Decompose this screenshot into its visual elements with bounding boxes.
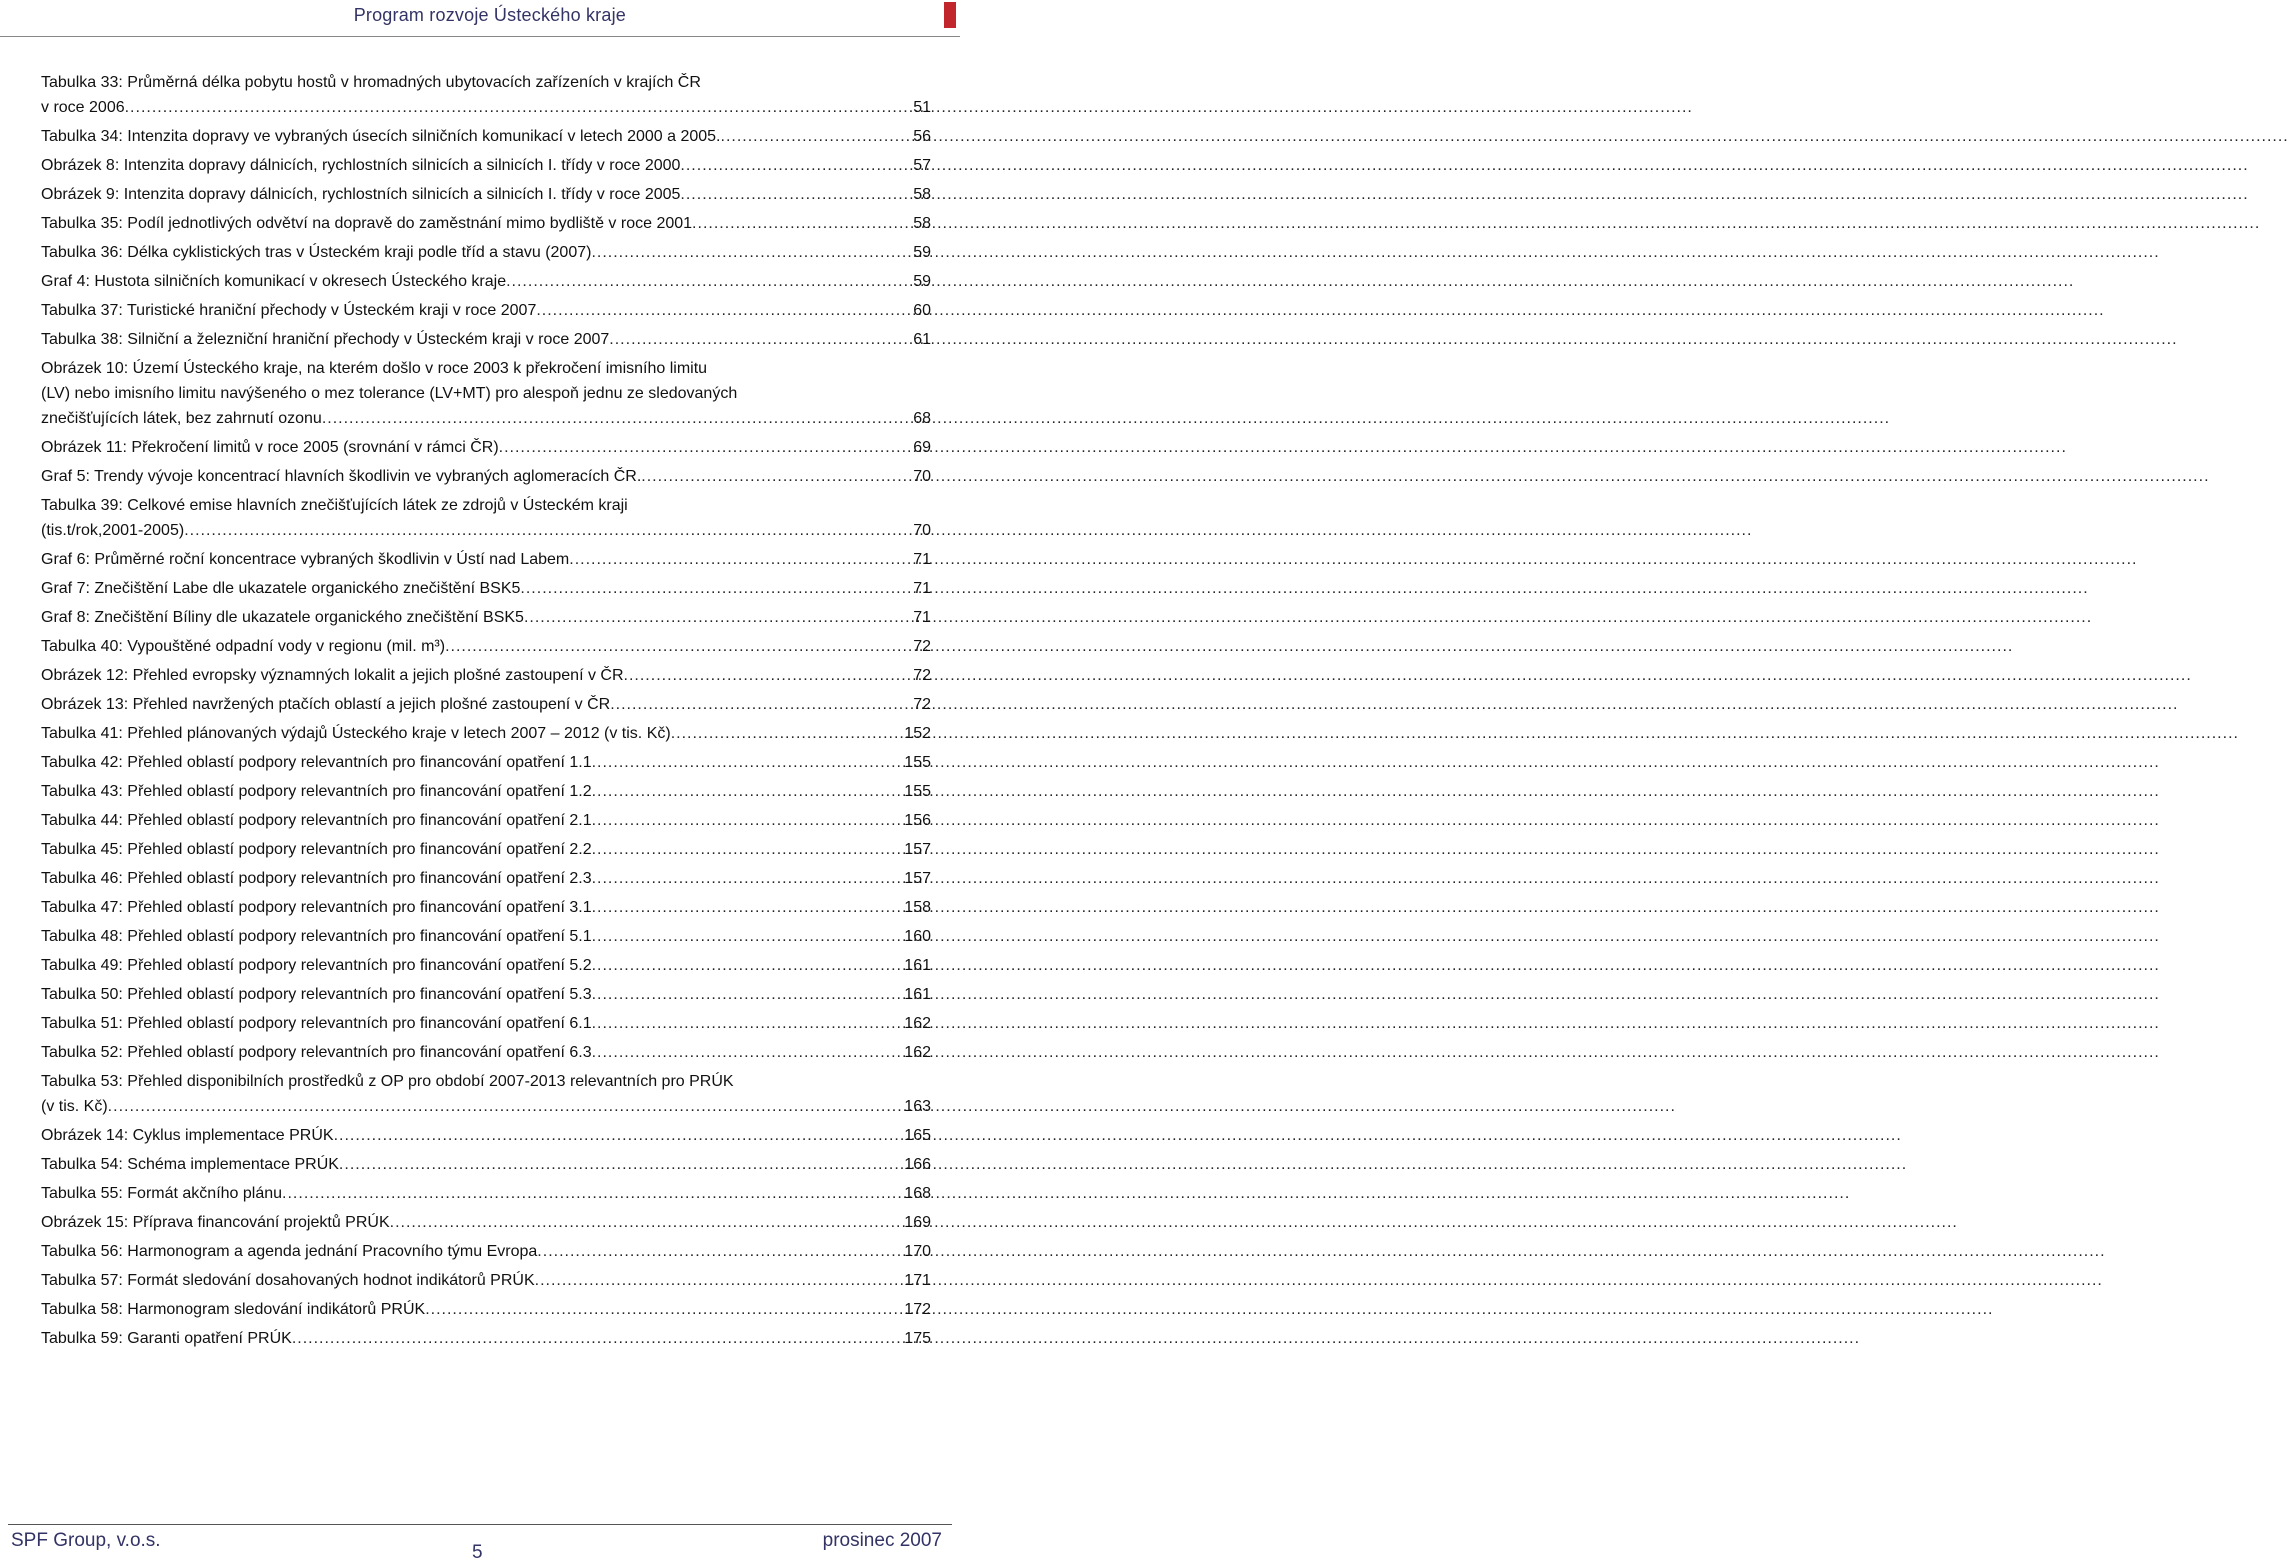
toc-entry[interactable] bbox=[41, 634, 931, 659]
toc-entry-page: 157 bbox=[904, 841, 931, 858]
toc-entry[interactable] bbox=[41, 1011, 931, 1036]
table-of-contents bbox=[41, 70, 931, 1355]
toc-entry[interactable] bbox=[41, 1326, 931, 1351]
toc-leader-dots bbox=[592, 837, 903, 862]
toc-entry-text: Tabulka 38: Silniční a železniční hraniční přechody v Ústeckém kraji v roce 2007 bbox=[41, 331, 610, 348]
toc-entry-text: Tabulka 59: Garanti opatření PRÚK bbox=[41, 1330, 292, 1347]
toc-entry[interactable] bbox=[41, 435, 931, 460]
toc-leader-dots bbox=[108, 1094, 903, 1119]
toc-entry-text: Tabulka 53: Přehled disponibilních prostředků z OP pro období 2007-2013 relevantních pro PRÚK bbox=[41, 1073, 734, 1090]
toc-entry[interactable] bbox=[41, 356, 931, 431]
toc-entry-text: Tabulka 42: Přehled oblastí podpory relevantních pro financování opatření 1.1 bbox=[41, 754, 592, 771]
toc-leader-dots bbox=[592, 895, 903, 920]
toc-entry[interactable] bbox=[41, 70, 931, 120]
toc-entry-text: znečišťujících látek, bez zahrnutí ozonu bbox=[41, 410, 322, 427]
toc-leader-dots bbox=[520, 576, 911, 601]
toc-entry-page: 71 bbox=[913, 580, 931, 597]
toc-entry[interactable] bbox=[41, 1239, 931, 1264]
toc-entry[interactable] bbox=[41, 1210, 931, 1235]
toc-entry-text: Obrázek 13: Přehled navržených ptačích oblastí a jejich plošné zastoupení v ČR bbox=[41, 696, 611, 713]
header-divider bbox=[0, 36, 960, 37]
toc-entry-text: Graf 6: Průměrné roční koncentrace vybraných škodlivin v Ústí nad Labem bbox=[41, 551, 570, 568]
toc-entry-text: Obrázek 11: Překročení limitů v roce 2005 (srovnání v rámci ČR) bbox=[41, 439, 499, 456]
toc-entry-page: 158 bbox=[904, 899, 931, 916]
toc-entry-text: Graf 8: Znečištění Bíliny dle ukazatele organického znečištění BSK5 bbox=[41, 609, 524, 626]
toc-entry-page: 58 bbox=[913, 186, 931, 203]
toc-entry-page: 172 bbox=[904, 1301, 931, 1318]
toc-entry-page: 162 bbox=[904, 1044, 931, 1061]
toc-entry[interactable] bbox=[41, 866, 931, 891]
toc-entry-page: 71 bbox=[913, 551, 931, 568]
toc-entry[interactable] bbox=[41, 464, 931, 489]
toc-entry-text: Tabulka 41: Přehled plánovaných výdajů Ústeckého kraje v letech 2007 – 2012 (v tis. Kč) bbox=[41, 725, 671, 742]
toc-leader-dots bbox=[425, 1297, 902, 1322]
toc-entry[interactable] bbox=[41, 211, 931, 236]
toc-entry-text: Tabulka 37: Turistické hraniční přechody v Ústeckém kraji v roce 2007 bbox=[41, 302, 537, 319]
toc-entry-page: 157 bbox=[904, 870, 931, 887]
toc-entry[interactable] bbox=[41, 1152, 931, 1177]
toc-leader-dots bbox=[721, 124, 912, 149]
toc-leader-dots bbox=[536, 298, 911, 323]
toc-entry-text: Tabulka 58: Harmonogram sledování indikátorů PRÚK bbox=[41, 1301, 426, 1318]
toc-entry-page: 161 bbox=[904, 986, 931, 1003]
toc-entry-page: 155 bbox=[904, 754, 931, 771]
toc-entry[interactable] bbox=[41, 298, 931, 323]
toc-leader-dots bbox=[184, 518, 911, 543]
toc-entry-text: Tabulka 44: Přehled oblastí podpory relevantních pro financování opatření 2.1 bbox=[41, 812, 592, 829]
toc-entry-text: Tabulka 55: Formát akčního plánu bbox=[41, 1185, 283, 1202]
toc-entry-text: Tabulka 56: Harmonogram a agenda jednání Pracovního týmu Evropa bbox=[41, 1243, 538, 1260]
toc-entry[interactable] bbox=[41, 269, 931, 294]
toc-leader-dots bbox=[592, 808, 903, 833]
toc-entry-text: Obrázek 15: Příprava financování projektů PRÚK bbox=[41, 1214, 390, 1231]
toc-entry-text: Tabulka 40: Vypouštěné odpadní vody v regionu (mil. m³) bbox=[41, 638, 446, 655]
toc-leader-dots bbox=[334, 1123, 903, 1148]
toc-entry-page: 60 bbox=[913, 302, 931, 319]
toc-entry-text: (tis.t/rok,2001-2005) bbox=[41, 522, 185, 539]
toc-entry-page: 155 bbox=[904, 783, 931, 800]
toc-entry-text: Tabulka 33: Průměrná délka pobytu hostů v hromadných ubytovacích zařízeních v krajích ČR bbox=[41, 74, 701, 91]
toc-entry-text: Tabulka 43: Přehled oblastí podpory relevantních pro financování opatření 1.2 bbox=[41, 783, 592, 800]
toc-leader-dots bbox=[671, 721, 903, 746]
toc-leader-dots bbox=[592, 750, 903, 775]
toc-entry-text: Obrázek 10: Území Ústeckého kraje, na kterém došlo v roce 2003 k překročení imisního limitu bbox=[41, 360, 708, 377]
toc-entry-text: Tabulka 39: Celkové emise hlavních znečišťujících látek ze zdrojů v Ústeckém kraji bbox=[41, 497, 628, 514]
toc-entry-page: 57 bbox=[913, 157, 931, 174]
toc-leader-dots bbox=[535, 1268, 903, 1293]
toc-entry-text: Tabulka 46: Přehled oblastí podpory relevantních pro financování opatření 2.3 bbox=[41, 870, 592, 887]
toc-entry[interactable] bbox=[41, 924, 931, 949]
toc-entry-page: 56 bbox=[913, 128, 931, 145]
toc-entry-text: Obrázek 9: Intenzita dopravy dálnicích, rychlostních silnicích a silnicích I. třídy v roce 2005 bbox=[41, 186, 681, 203]
toc-entry-text: Tabulka 47: Přehled oblastí podpory relevantních pro financování opatření 3.1 bbox=[41, 899, 592, 916]
toc-leader-dots bbox=[524, 605, 911, 630]
toc-entry[interactable] bbox=[41, 1181, 931, 1206]
toc-entry-page: 72 bbox=[913, 638, 931, 655]
toc-entry-page: 163 bbox=[904, 1098, 931, 1115]
toc-entry-text: Obrázek 14: Cyklus implementace PRÚK bbox=[41, 1127, 334, 1144]
toc-leader-dots bbox=[610, 692, 911, 717]
toc-entry-text: Tabulka 48: Přehled oblastí podpory relevantních pro financování opatření 5.1 bbox=[41, 928, 592, 945]
toc-entry-page: 161 bbox=[904, 957, 931, 974]
toc-entry-text: Obrázek 8: Intenzita dopravy dálnicích, rychlostních silnicích a silnicích I. třídy v roce 2000 bbox=[41, 157, 681, 174]
toc-entry[interactable] bbox=[41, 808, 931, 833]
toc-entry-text: Tabulka 45: Přehled oblastí podpory relevantních pro financování opatření 2.2 bbox=[41, 841, 592, 858]
toc-leader-dots bbox=[125, 95, 912, 120]
toc-entry[interactable] bbox=[41, 895, 931, 920]
toc-leader-dots bbox=[537, 1239, 902, 1264]
toc-entry-page: 170 bbox=[904, 1243, 931, 1260]
toc-entry-page: 70 bbox=[913, 522, 931, 539]
toc-leader-dots bbox=[506, 269, 911, 294]
footer-company: SPF Group, v.o.s. bbox=[11, 1530, 161, 1551]
toc-entry[interactable] bbox=[41, 240, 931, 265]
toc-leader-dots bbox=[339, 1152, 902, 1177]
toc-entry-page: 72 bbox=[913, 696, 931, 713]
footer-divider bbox=[8, 1524, 952, 1525]
toc-entry-text: Tabulka 54: Schéma implementace PRÚK bbox=[41, 1156, 339, 1173]
toc-entry-page: 69 bbox=[913, 439, 931, 456]
toc-entry-page: 68 bbox=[913, 410, 931, 427]
toc-entry-page: 175 bbox=[904, 1330, 931, 1347]
toc-entry-text: Graf 4: Hustota silničních komunikací v okresech Ústeckého kraje bbox=[41, 273, 507, 290]
toc-entry-text: Tabulka 50: Přehled oblastí podpory relevantních pro financování opatření 5.3 bbox=[41, 986, 592, 1003]
toc-entry-page: 162 bbox=[904, 1015, 931, 1032]
toc-entry[interactable] bbox=[41, 182, 931, 207]
toc-leader-dots bbox=[569, 547, 911, 572]
toc-leader-dots bbox=[592, 779, 903, 804]
toc-entry-page: 171 bbox=[904, 1272, 931, 1289]
toc-entry[interactable] bbox=[41, 779, 931, 804]
toc-entry[interactable] bbox=[41, 692, 931, 717]
toc-entry-page: 72 bbox=[913, 667, 931, 684]
toc-entry-page: 168 bbox=[904, 1185, 931, 1202]
toc-entry-text: Tabulka 57: Formát sledování dosahovaných hodnot indikátorů PRÚK bbox=[41, 1272, 535, 1289]
toc-entry[interactable] bbox=[41, 721, 931, 746]
toc-entry-text: Obrázek 12: Přehled evropsky významných lokalit a jejich plošné zastoupení v ČR bbox=[41, 667, 624, 684]
toc-leader-dots bbox=[592, 982, 903, 1007]
page-header-title: Program rozvoje Ústeckého kraje bbox=[353, 5, 626, 25]
toc-leader-dots bbox=[692, 211, 911, 236]
toc-leader-dots bbox=[591, 240, 911, 265]
header-accent-mark bbox=[944, 2, 956, 28]
toc-leader-dots bbox=[641, 464, 911, 489]
toc-entry-page: 58 bbox=[913, 215, 931, 232]
toc-entry[interactable] bbox=[41, 953, 931, 978]
toc-entry[interactable] bbox=[41, 605, 931, 630]
toc-leader-dots bbox=[322, 406, 911, 431]
toc-leader-dots bbox=[592, 953, 903, 978]
toc-leader-dots bbox=[592, 866, 903, 891]
toc-leader-dots bbox=[680, 153, 911, 178]
toc-entry-page: 61 bbox=[913, 331, 931, 348]
toc-entry[interactable] bbox=[41, 547, 931, 572]
toc-entry-page: 152 bbox=[904, 725, 931, 742]
toc-entry[interactable] bbox=[41, 663, 931, 688]
toc-entry-page: 165 bbox=[904, 1127, 931, 1144]
toc-leader-dots bbox=[680, 182, 911, 207]
toc-leader-dots bbox=[624, 663, 912, 688]
toc-entry-text: Tabulka 51: Přehled oblastí podpory relevantních pro financování opatření 6.1 bbox=[41, 1015, 592, 1032]
toc-entry-page: 51 bbox=[913, 99, 931, 116]
toc-entry-page: 169 bbox=[904, 1214, 931, 1231]
toc-leader-dots bbox=[445, 634, 911, 659]
toc-entry-text: Tabulka 52: Přehled oblastí podpory relevantních pro financování opatření 6.3 bbox=[41, 1044, 592, 1061]
toc-entry-text: Tabulka 36: Délka cyklistických tras v Ústeckém kraji podle tříd a stavu (2007) bbox=[41, 244, 592, 261]
toc-entry[interactable] bbox=[41, 837, 931, 862]
toc-entry[interactable] bbox=[41, 153, 931, 178]
toc-entry-text: (v tis. Kč) bbox=[41, 1098, 108, 1115]
toc-entry[interactable] bbox=[41, 1297, 931, 1322]
toc-entry-page: 156 bbox=[904, 812, 931, 829]
toc-entry-text: Tabulka 35: Podíl jednotlivých odvětví na dopravě do zaměstnání mimo bydliště v roce 2001 bbox=[41, 215, 693, 232]
toc-entry[interactable] bbox=[41, 1123, 931, 1148]
toc-entry-text: Tabulka 49: Přehled oblastí podpory relevantních pro financování opatření 5.2 bbox=[41, 957, 592, 974]
toc-entry-text: (LV) nebo imisního limitu navýšeného o mez tolerance (LV+MT) pro alespoň jednu ze sledovaných bbox=[41, 385, 738, 402]
toc-leader-dots bbox=[282, 1181, 902, 1206]
toc-entry[interactable] bbox=[41, 576, 931, 601]
toc-entry[interactable] bbox=[41, 750, 931, 775]
toc-entry[interactable] bbox=[41, 493, 931, 543]
toc-entry[interactable] bbox=[41, 1040, 931, 1065]
toc-entry-text: Graf 7: Znečištění Labe dle ukazatele organického znečištění BSK5 bbox=[41, 580, 521, 597]
footer-page-number: 5 bbox=[472, 1542, 483, 1563]
toc-entry[interactable] bbox=[41, 982, 931, 1007]
toc-entry-page: 70 bbox=[913, 468, 931, 485]
footer-date: prosinec 2007 bbox=[822, 1530, 942, 1551]
toc-leader-dots bbox=[592, 1040, 903, 1065]
toc-leader-dots bbox=[592, 924, 903, 949]
toc-entry[interactable] bbox=[41, 1069, 931, 1119]
toc-entry-page: 59 bbox=[913, 244, 931, 261]
toc-entry-text: v roce 2006 bbox=[41, 99, 125, 116]
toc-leader-dots bbox=[609, 327, 911, 352]
toc-entry-page: 160 bbox=[904, 928, 931, 945]
toc-leader-dots bbox=[592, 1011, 903, 1036]
toc-entry-page: 71 bbox=[913, 609, 931, 626]
toc-leader-dots bbox=[499, 435, 912, 460]
toc-entry-text: Graf 5: Trendy vývoje koncentrací hlavních škodlivin ve vybraných aglomeracích ČR. bbox=[41, 468, 642, 485]
toc-entry[interactable] bbox=[41, 1268, 931, 1293]
toc-entry-page: 59 bbox=[913, 273, 931, 290]
toc-entry[interactable] bbox=[41, 327, 931, 352]
toc-entry-text: Tabulka 34: Intenzita dopravy ve vybraných úsecích silničních komunikací v letech 2000 a 2005. bbox=[41, 128, 721, 145]
toc-entry[interactable] bbox=[41, 124, 931, 149]
toc-leader-dots bbox=[292, 1326, 902, 1351]
toc-entry-page: 166 bbox=[904, 1156, 931, 1173]
toc-leader-dots bbox=[390, 1210, 903, 1235]
